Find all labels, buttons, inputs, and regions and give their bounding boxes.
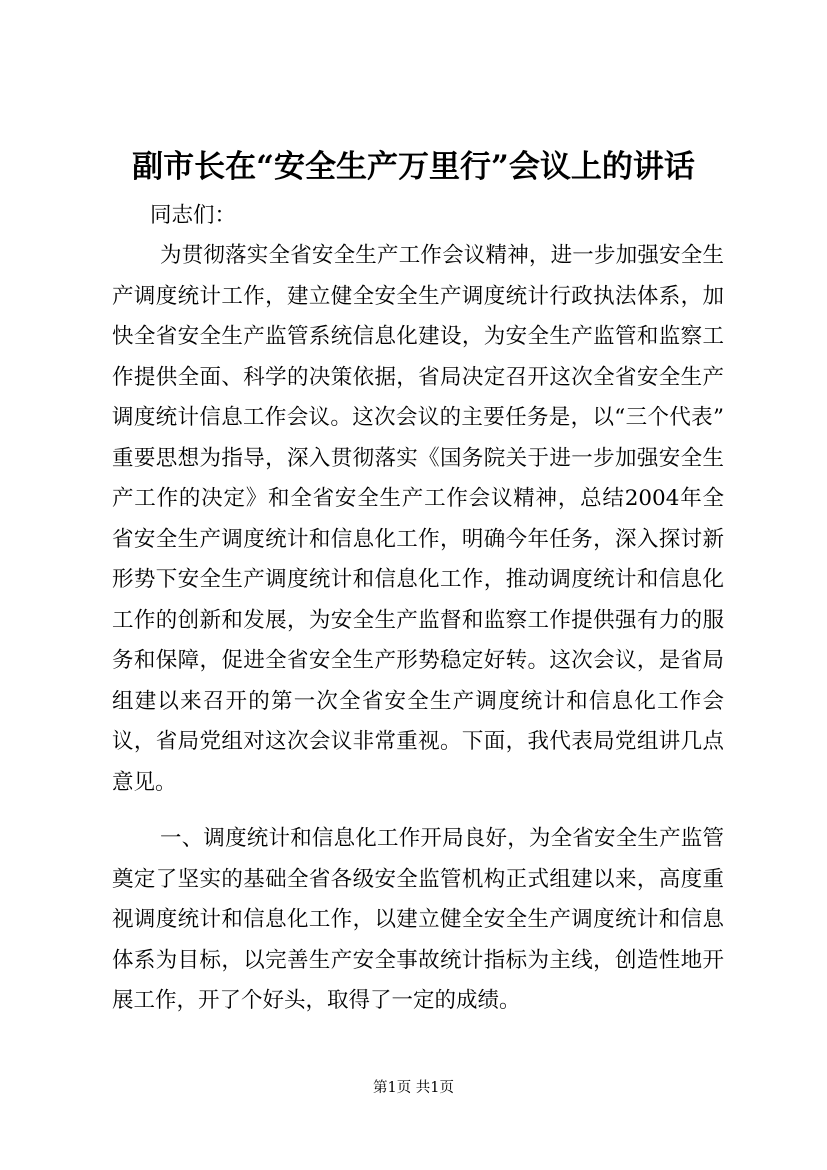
paragraph-line: 意见。 — [112, 769, 177, 795]
paragraph-line: 议，省局党组对这次会议非常重视。下面，我代表局党组讲几点 — [112, 729, 724, 754]
salutation: 同志们： — [150, 203, 237, 228]
paragraph-line: 展工作，开了个好头，取得了一定的成绩。 — [112, 988, 521, 1013]
paragraph-line: 重要思想为指导，深入贯彻落实《国务院关于进一步加强安全生 — [112, 445, 724, 471]
paragraph-line: 体系为目标，以完善生产安全事故统计指标为主线，创造性地开 — [112, 947, 724, 973]
paragraph-line: 作提供全面、科学的决策依据，省局决定召开这次全省安全生产 — [112, 364, 724, 390]
paragraph-line: 务和保障，促进全省安全生产形势稳定好转。这次会议，是省局 — [112, 648, 724, 673]
page-footer: 第1页 共1页 — [372, 1080, 455, 1096]
paragraph-line: 省安全生产调度统计和信息化工作，明确今年任务，深入探讨新 — [112, 526, 724, 552]
paragraph-line: 为贯彻落实全省安全生产工作会议精神，进一步加强安全生 — [160, 243, 724, 268]
paragraph-line: 工作的创新和发展，为安全生产监督和监察工作提供强有力的服 — [112, 607, 724, 633]
paragraph-line: 调度统计信息工作会议。这次会议的主要任务是，以“三个代表” — [112, 405, 724, 430]
paragraph-line: 形势下安全生产调度统计和信息化工作，推动调度统计和信息化 — [112, 567, 724, 592]
paragraph-line: 奠定了坚实的基础全省各级安全监管机构正式组建以来，高度重 — [112, 866, 724, 892]
paragraph-line: 一、调度统计和信息化工作开局良好，为全省安全生产监管 — [160, 826, 724, 851]
paragraph-2 — [112, 819, 724, 1022]
paragraph-line: 组建以来召开的第一次全省安全生产调度统计和信息化工作会 — [112, 688, 724, 714]
paragraph-line: 视调度统计和信息化工作，以建立健全安全生产调度统计和信息 — [112, 907, 724, 932]
paragraph-line: 产工作的决定》和全省安全生产工作会议精神，总结2004年全 — [112, 486, 724, 511]
paragraph-1 — [112, 236, 724, 803]
paragraph-line: 快全省安全生产监管系统信息化建设，为安全生产监管和监察工 — [112, 324, 724, 349]
document-title: 副市长在“安全生产万里行”会议上的讲话 — [132, 149, 695, 185]
paragraph-line: 产调度统计工作，建立健全安全生产调度统计行政执法体系，加 — [112, 283, 724, 309]
